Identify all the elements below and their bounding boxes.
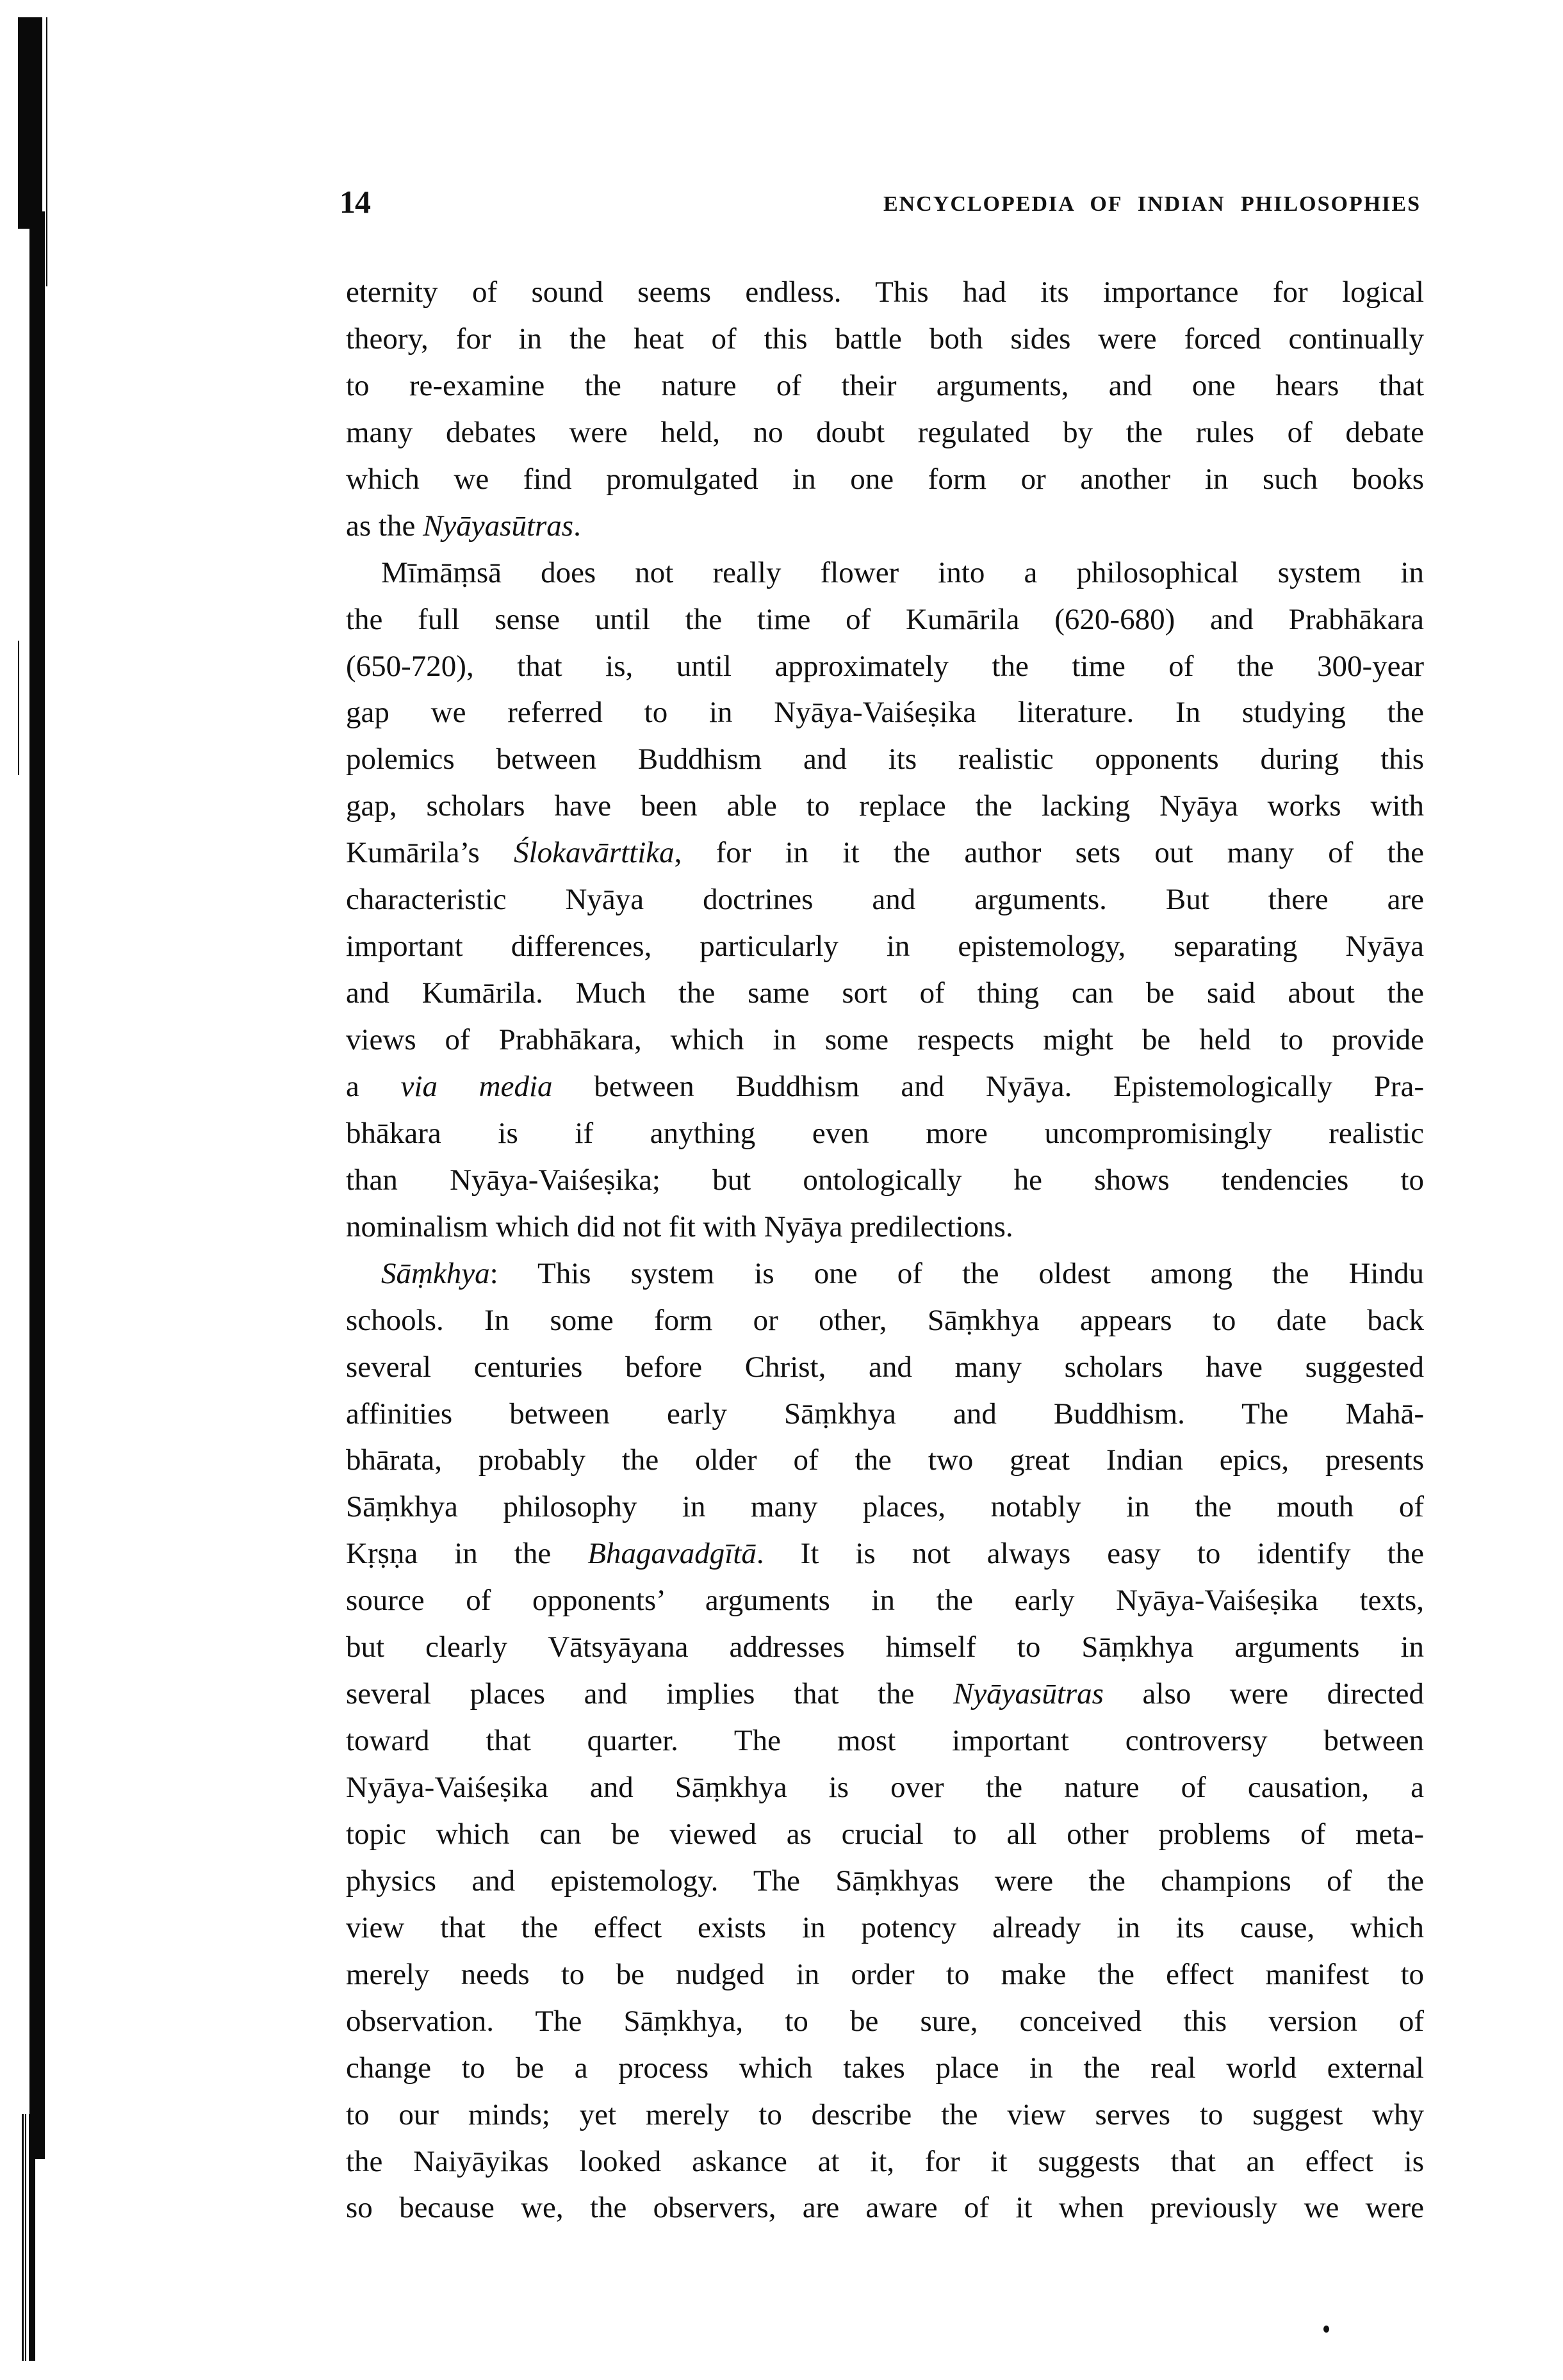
text-line — [346, 596, 1424, 643]
text-line — [346, 409, 1424, 456]
text-line — [346, 456, 1424, 503]
text-line — [346, 1577, 1424, 1624]
text-line — [346, 736, 1424, 783]
text-line — [346, 1671, 1424, 1718]
text-run: characteristic Nyāya doctrines and arguments. But there are — [346, 883, 1424, 917]
text-run: many debates were held, no doubt regulated by the rules of debate — [346, 415, 1424, 449]
text-run: gap, scholars have been able to replace the lacking Nyāya works with — [346, 789, 1424, 823]
text-line — [346, 1905, 1424, 1951]
text-run: and Kumārila. Much the same sort of thing can be said about the — [346, 976, 1424, 1010]
text-run: the full sense until the time of Kumārila (620-680) and Prabhākara — [346, 602, 1424, 636]
text-run: several places and implies that the — [346, 1677, 953, 1711]
text-run: theory, for in the heat of this battle both sides were forced continually — [346, 322, 1424, 356]
text-run: between Buddhism and Nyāya. Epistemologically Pra- — [552, 1069, 1424, 1103]
text-line — [346, 363, 1424, 409]
text-run: the Naiyāyikas looked askance at it, for it suggests that an effect is — [346, 2144, 1424, 2178]
text-line — [346, 970, 1424, 1017]
text-line — [346, 503, 1424, 550]
binding-edge-line — [25, 2114, 26, 2361]
text-line — [346, 1811, 1424, 1858]
text-run: several centuries before Christ, and many scholars have suggested — [346, 1350, 1424, 1384]
text-line — [346, 643, 1424, 690]
text-run: to our minds; yet merely to describe the view serves to suggest why — [346, 2097, 1424, 2131]
text-line — [346, 1391, 1424, 1438]
text-line — [346, 1437, 1424, 1484]
text-line — [346, 1531, 1424, 1577]
italic-term: Bhagavadgītā — [587, 1537, 757, 1571]
italic-term: Nyāyasūtras — [423, 509, 574, 543]
text-line — [346, 1063, 1424, 1110]
text-line — [346, 1157, 1424, 1204]
text-line — [346, 830, 1424, 876]
text-run: change to be a process which takes place in the real world external — [346, 2051, 1424, 2085]
binding-edge — [29, 211, 45, 2159]
text-line — [346, 1998, 1424, 2045]
text-line — [346, 1858, 1424, 1905]
text-run: observation. The Sāṃkhya, to be sure, conceived this version of — [346, 2004, 1424, 2038]
text-line — [346, 316, 1424, 363]
text-run: than Nyāya-Vaiśeṣika; but ontologically he shows tendencies to — [346, 1163, 1424, 1197]
binding-edge — [29, 2114, 35, 2361]
text-line — [346, 2092, 1424, 2138]
text-run: Mīmāṃsā does not really flower into a philosophical system in — [381, 555, 1424, 589]
text-run: gap we referred to in Nyāya-Vaiśeṣika literature. In studying the — [346, 696, 1424, 730]
text-run: . It is not always easy to identify the — [756, 1537, 1424, 1571]
text-run: polemics between Buddhism and its realistic opponents during this — [346, 743, 1424, 776]
text-run: : This system is one of the oldest among the Hindu — [489, 1256, 1424, 1290]
text-line — [346, 1017, 1424, 1063]
text-run: view that the effect exists in potency already in its cause, which — [346, 1910, 1424, 1944]
page-number: 14 — [340, 184, 370, 220]
body-text — [346, 269, 1424, 2231]
text-run: physics and epistemology. The Sāṃkhyas were the champions of the — [346, 1864, 1424, 1898]
text-line — [346, 1297, 1424, 1344]
text-run: source of opponents’ arguments in the early Nyāya-Vaiśeṣika texts, — [346, 1584, 1424, 1618]
text-run: but clearly Vātsyāyana addresses himself to Sāṃkhya arguments in — [346, 1630, 1424, 1664]
text-run: Kumārila’s — [346, 836, 514, 870]
text-line — [346, 783, 1424, 830]
text-run: bhārata, probably the older of the two great Indian epics, presents — [346, 1443, 1424, 1477]
italic-term: Sāṃkhya — [381, 1256, 490, 1290]
text-run: schools. In some form or other, Sāṃkhya appears to date back — [346, 1303, 1424, 1337]
text-line — [346, 1951, 1424, 1998]
binding-edge-line — [18, 641, 19, 775]
text-run: . — [573, 509, 581, 543]
paragraph — [346, 550, 1424, 1251]
text-run: (650-720), that is, until approximately the time of the 300-year — [346, 649, 1424, 683]
text-line — [346, 876, 1424, 923]
paragraph — [346, 269, 1424, 550]
italic-term: Ślokavārttika — [514, 836, 675, 870]
text-line — [346, 1344, 1424, 1391]
text-line — [346, 1484, 1424, 1531]
text-run: Nyāya-Vaiśeṣika and Sāṃkhya is over the nature of causation, a — [346, 1771, 1424, 1804]
text-line — [346, 1624, 1424, 1671]
binding-edge — [18, 17, 42, 229]
italic-term: via media — [400, 1069, 553, 1103]
text-run: a — [346, 1069, 401, 1103]
italic-term: Nyāyasūtras — [953, 1677, 1104, 1711]
binding-edge-line — [22, 2114, 24, 2361]
text-run: nominalism which did not fit with Nyāya predilections. — [346, 1210, 1013, 1243]
text-run: , for in it the author sets out many of the — [674, 836, 1424, 870]
text-line — [346, 923, 1424, 970]
text-run: so because we, the observers, are aware of it when previously we were — [346, 2191, 1424, 2225]
text-run: bhākara is if anything even more uncompromisingly realistic — [346, 1116, 1424, 1150]
text-run: also were directed — [1103, 1677, 1424, 1711]
text-line — [346, 2045, 1424, 2092]
binding-edge-line — [46, 17, 47, 286]
text-run: views of Prabhākara, which in some respects might be held to provide — [346, 1023, 1424, 1056]
text-run: affinities between early Sāṃkhya and Buddhism. The Mahā- — [346, 1397, 1424, 1431]
paragraph — [346, 1251, 1424, 2232]
text-line — [346, 1718, 1424, 1764]
text-line — [346, 1204, 1424, 1251]
text-line — [346, 2138, 1424, 2185]
text-run: as the — [346, 509, 423, 543]
text-run: merely needs to be nudged in order to make the effect manifest to — [346, 1957, 1424, 1991]
text-run: topic which can be viewed as crucial to all other problems of meta- — [346, 1817, 1424, 1851]
text-run: toward that quarter. The most important controversy between — [346, 1724, 1424, 1758]
text-run: to re-examine the nature of their arguments, and one hears that — [346, 368, 1424, 402]
scan-speck — [1323, 2326, 1329, 2333]
text-line — [346, 1764, 1424, 1811]
text-run: Kṛṣṇa in the — [346, 1537, 588, 1571]
text-line — [346, 550, 1424, 596]
text-line — [346, 269, 1424, 316]
text-line — [346, 689, 1424, 736]
text-run: Sāṃkhya philosophy in many places, notably in the mouth of — [346, 1490, 1424, 1524]
running-head: ENCYCLOPEDIA OF INDIAN PHILOSOPHIES — [883, 192, 1421, 216]
text-line — [346, 1110, 1424, 1157]
text-line — [346, 2185, 1424, 2231]
text-line — [346, 1251, 1424, 1297]
text-run: which we find promulgated in one form or another in such books — [346, 462, 1424, 496]
text-run: important differences, particularly in epistemology, separating Nyāya — [346, 930, 1424, 964]
text-run: eternity of sound seems endless. This had its importance for logical — [346, 275, 1424, 309]
